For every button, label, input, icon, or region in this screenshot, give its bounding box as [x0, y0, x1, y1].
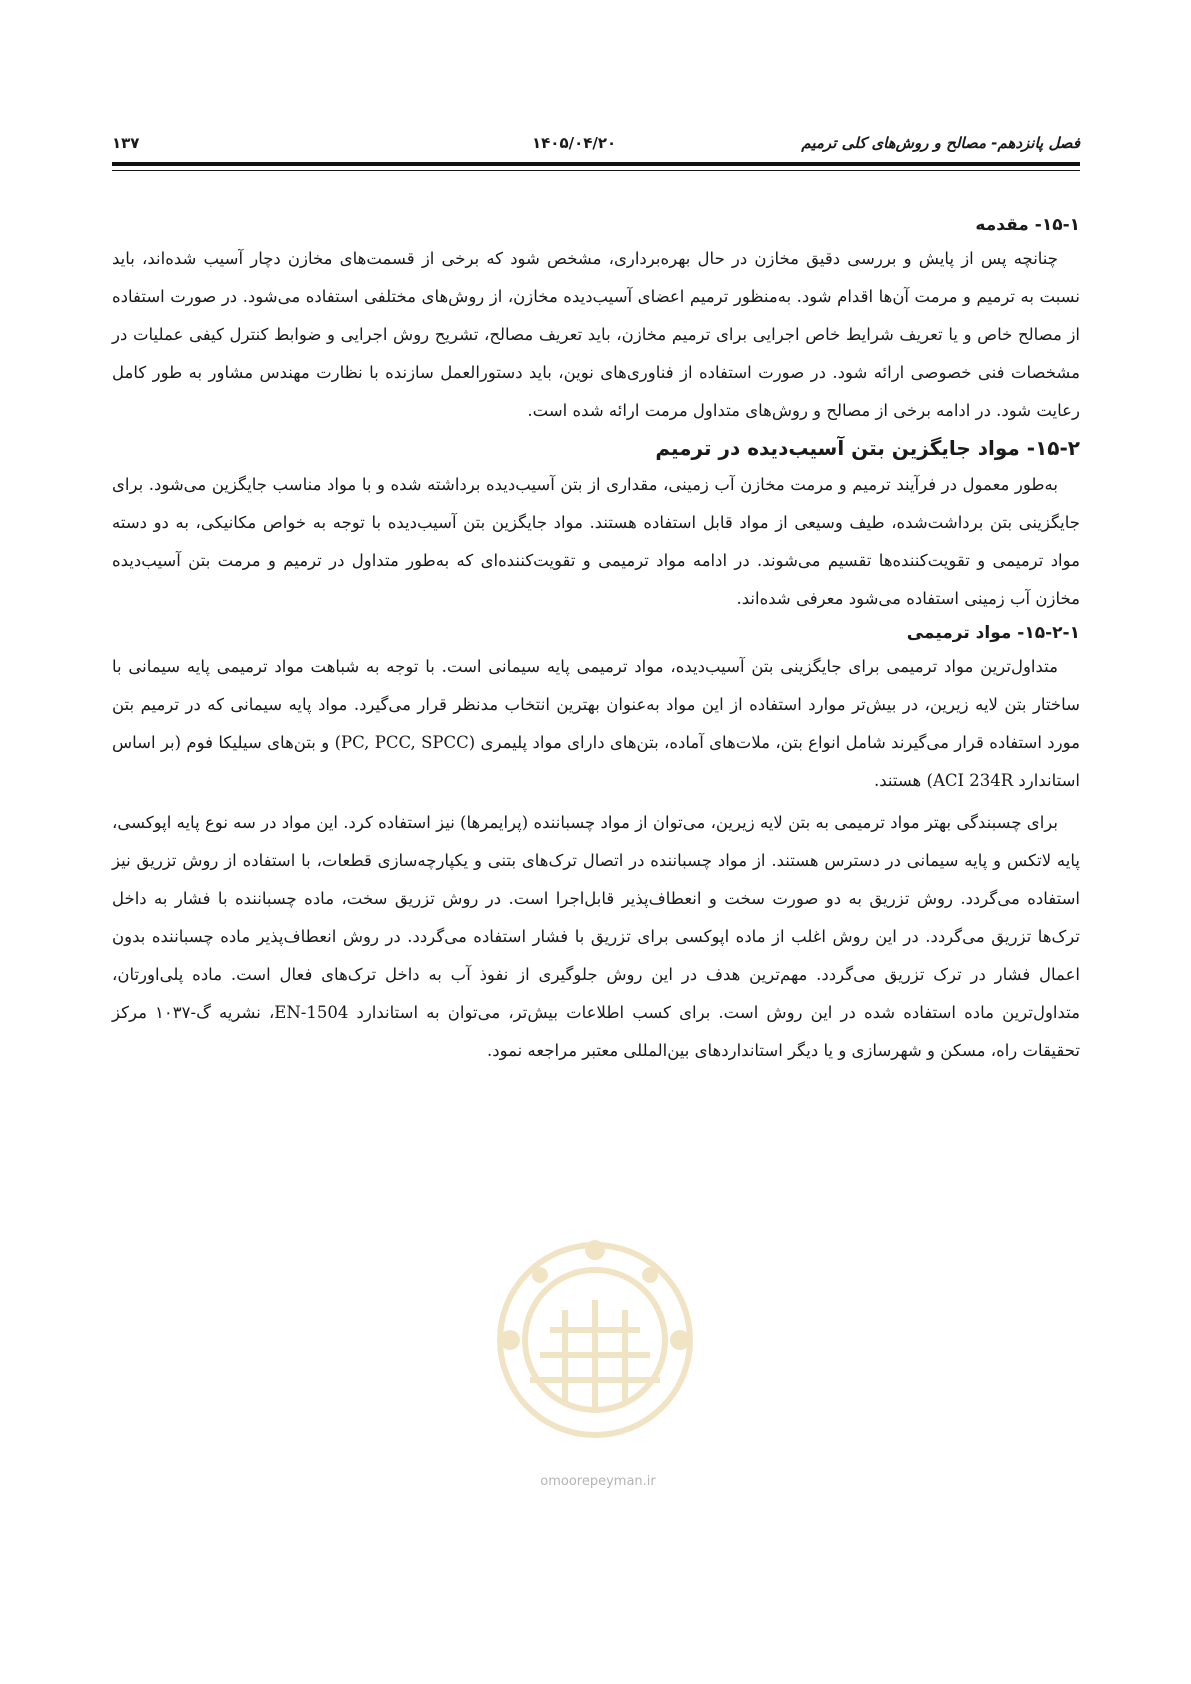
- subsection-heading-repair-materials: ۱۵-۲-۱- مواد ترمیمی: [906, 623, 1080, 643]
- page-content: [112, 210, 1080, 1070]
- chapter-title: فصل پانزدهم- مصالح و روش‌های کلی ترمیم: [801, 134, 1080, 152]
- paragraph-repair-materials-2: برای چسبندگی بهتر مواد ترمیمی به بتن لایه زیرین، می‌توان از مواد چسباننده (پرایمرها) نیز استفاده کرد. این مواد در سه نوع پایه اپوکسی، پایه لاتکس و پایه سیمانی در دسترس هستند. از مواد چسباننده در اتصال ترک‌های بتنی و یکپارچه‌سازی قطعات، با استفاده از روش تزریق نیز استفاده می‌گردد. روش تزریق به دو صورت سخت و انعطاف‌پذیر قابل‌اجرا است. در روش تزریق سخت، ماده چسباننده با فشار به داخل ترک‌ها تزریق می‌گردد. در این روش اغلب از ماده اپوکسی برای تزریق با فشار استفاده می‌گردد. در روش انعطاف‌پذیر ماده چسباننده بدون اعمال فشار در ترک تزریق می‌گردد. مهم‌ترین هدف در این روش جلوگیری از نفوذ آب به داخل ترک‌های فعال است. ماده پلی‌اورتان، متداول‌ترین ماده استفاده شده در این روش است. برای کسب اطلاعات بیش‌تر، می‌توان به استاندارد EN-1504، نشریه گ-۱۰۳۷ مرکز تحقیقات راه، مسکن و شهرسازی و یا دیگر استانداردهای بین‌المللی معتبر مراجعه نمود.: [112, 813, 1080, 1060]
- page-number: ۱۳۷: [112, 134, 140, 152]
- watermark-logo-icon: [470, 1230, 720, 1450]
- watermark-caption: omoorepeyman.ir: [540, 1474, 656, 1489]
- header-rule-thin: [112, 170, 1080, 171]
- section-heading-replacement-materials: ۱۵-۲- مواد جایگزین بتن آسیب‌دیده در ترمیم: [655, 436, 1080, 460]
- header-rule-thick: [112, 162, 1080, 166]
- section-heading-intro: ۱۵-۱- مقدمه: [975, 215, 1080, 235]
- paragraph-intro: چنانچه پس از پایش و بررسی دقیق مخازن در حال بهره‌برداری، مشخص شود که برخی از قسمت‌های مخازن دچار آسیب شده‌اند، باید نسبت به ترمیم و مرمت آن‌ها اقدام شود. به‌منظور ترمیم اعضای آسیب‌دیده مخازن، از روش‌های مختلفی استفاده می‌شود. در صورت استفاده از مصالح خاص و یا تعریف شرایط خاص اجرایی برای ترمیم مخازن، باید تعریف مصالح، تشریح روش اجرایی و ضوابط کنترل کیفی عملیات در مشخصات فنی خصوصی ارائه شود. در صورت استفاده از فناوری‌های نوین، باید دستورالعمل سازنده با نظارت مهندس مشاور به طور کامل رعایت شود. در ادامه برخی از مصالح و روش‌های متداول مرمت ارائه شده است.: [112, 249, 1080, 420]
- running-header: [112, 128, 1080, 156]
- paragraph-replacement-materials: به‌طور معمول در فرآیند ترمیم و مرمت مخازن آب زمینی، مقداری از بتن آسیب‌دیده برداشته شده و با مواد مناسب جایگزین می‌شود. برای جایگزینی بتن برداشت‌شده، طیف وسیعی از مواد قابل استفاده هستند. مواد جایگزین بتن آسیب‌دیده با توجه به خواص مکانیکی، به دو دسته مواد ترمیمی و تقویت‌کننده‌ها تقسیم می‌شوند. در ادامه مواد ترمیمی و تقویت‌کننده‌ای که به‌طور متداول در ترمیم و مرمت بتن آسیب‌دیده مخازن آب زمینی استفاده می‌شود معرفی شده‌اند.: [112, 475, 1080, 608]
- header-date: ۱۴۰۵/۰۴/۲۰: [532, 134, 617, 152]
- paragraph-repair-materials-1: متداول‌ترین مواد ترمیمی برای جایگزینی بتن آسیب‌دیده، مواد ترمیمی پایه سیمانی است. با توجه به شباهت مواد ترمیمی پایه سیمانی با ساختار بتن لایه زیرین، در بیش‌تر موارد استفاده از این مواد به‌عنوان بهترین انتخاب مدنظر قرار می‌گیرد. مواد پایه سیمانی که در ترمیم بتن مورد استفاده قرار می‌گیرند شامل انواع بتن، ملات‌های آماده، بتن‌های دارای مواد پلیمری (PC, PCC, SPCC) و بتن‌های سیلیکا فوم (بر اساس استاندارد ACI 234R) هستند.: [112, 657, 1080, 790]
